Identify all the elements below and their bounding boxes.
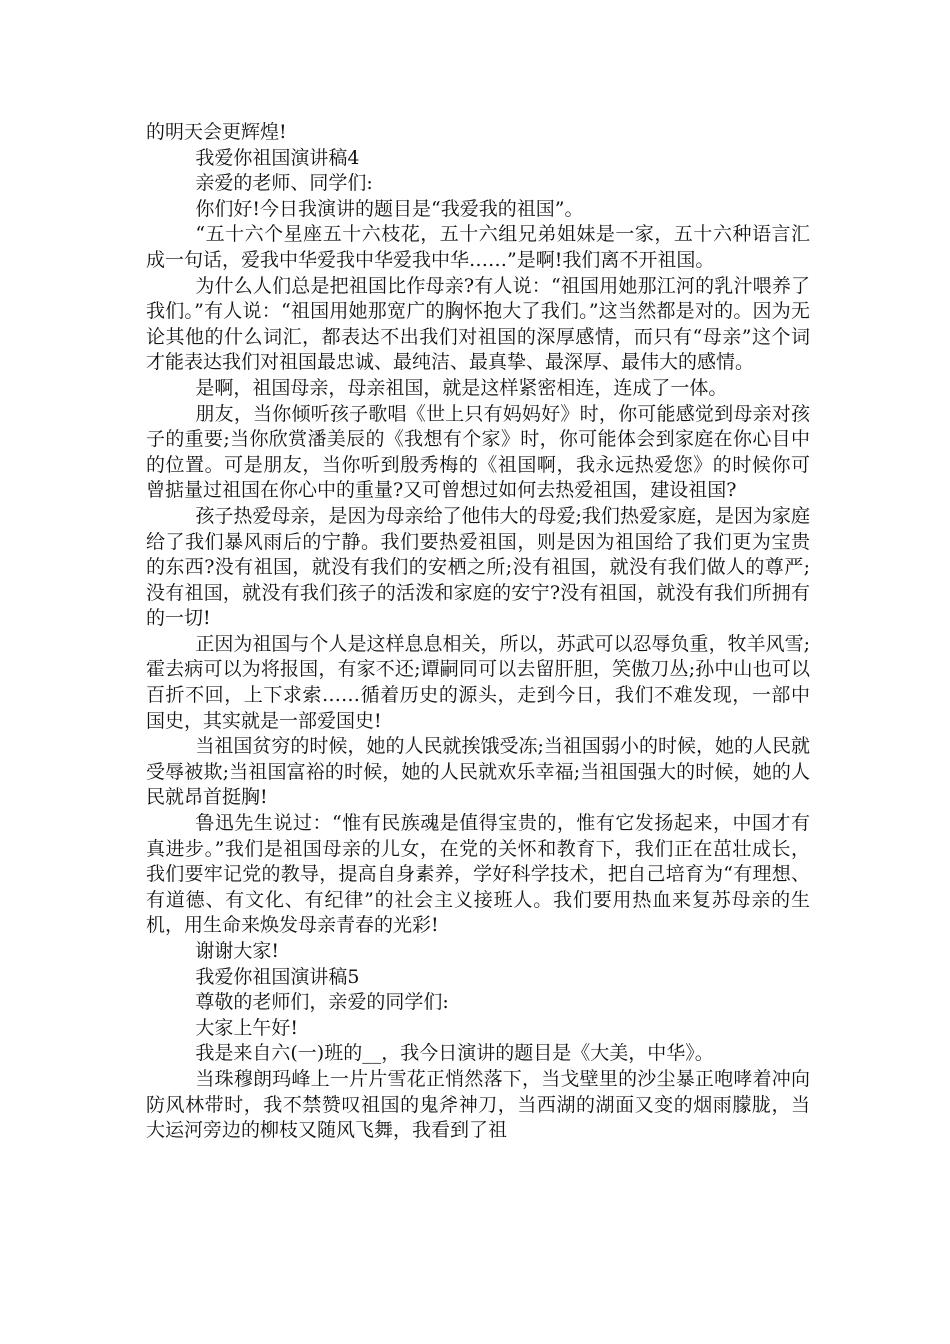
salutation: 亲爱的老师、同学们:: [195, 172, 373, 195]
paragraph: 鲁迅先生说过：“惟有民族魂是值得宝贵的，惟有它发扬起来，中国才有真进步。”我们是祖国母亲的儿女，在党的关怀和教育下，我们正在茁壮成长，我们要牢记党的教导，提高自身素养，学好科学技术，把自己培育为“有理想、有道德、有文化、有纪律”的社会主义接班人。我们要用热血来复苏母亲的生机，用生命来焕发母亲青春的光彩!: [146, 812, 810, 937]
greeting: 大家上午好!: [195, 1016, 299, 1039]
paragraph: 当祖国贫穷的时候，她的人民就挨饿受冻;当祖国弱小的时候，她的人民就受辱被欺;当祖国富裕的时候，她的人民就欢乐幸福;当祖国强大的时候，她的人民就昂首挺胸!: [146, 735, 810, 809]
paragraph: “五十六个星座五十六枝花，五十六组兄弟姐妹是一家，五十六种语言汇成一句话，爱我中华爱我中华爱我中华……”是啊!我们离不开祖国。: [146, 223, 810, 271]
paragraph: 为什么人们总是把祖国比作母亲?有人说：“祖国用她那江河的乳汁喂养了我们。”有人说：“祖国用她那宽广的胸怀抱大了我们。”这当然都是对的。因为无论其他的什么词汇，都表达不出我们对祖国的深厚感情，而只有“母亲”这个词才能表达我们对祖国最忠诚、最纯洁、最真挚、最深厚、最伟大的感情。: [146, 274, 810, 374]
paragraph: 孩子热爱母亲，是因为母亲给了他伟大的母爱;我们热爱家庭，是因为家庭给了我们暴风雨后的宁静。我们要热爱祖国，则是因为祖国给了我们更为宝贵的东西?没有祖国，就没有我们的安栖之所;没有祖国，就没有我们做人的尊严;没有祖国，就没有我们孩子的活泼和家庭的安宁?没有祖国，就没有我们所拥有的一切!: [146, 504, 810, 630]
paragraph: 是啊，祖国母亲，母亲祖国，就是这样紧密相连，连成了一体。: [195, 376, 728, 399]
paragraph: 朋友，当你倾听孩子歌唱《世上只有妈妈好》时，你可能感觉到母亲对孩子的重要;当你欣赏潘美辰的《我想有个家》时，你可能体会到家庭在你心目中的位置。可是朋友，当你听到殷秀梅的《祖国啊，我永远热爱您》的时候你可曾掂量过祖国在你心中的重量?又可曾想过如何去热爱祖国，建设祖国?: [146, 402, 810, 502]
paragraph: 的明天会更辉煌!: [146, 121, 287, 143]
salutation: 尊敬的老师们，亲爱的同学们:: [195, 991, 449, 1014]
paragraph: 正因为祖国与个人是这样息息相关，所以，苏武可以忍辱负重，牧羊风雪;霍去病可以为将报国，有家不还;谭嗣同可以去留肝胆，笑傲刀丛;孙中山也可以百折不回，上下求索……循着历史的源头，走到今日，我们不难发现，一部中国史，其实就是一部爱国史!: [146, 632, 810, 732]
closing-line: 谢谢大家!: [195, 940, 280, 962]
paragraph: 当珠穆朗玛峰上一片片雪花正悄然落下，当戈壁里的沙尘暴正咆哮着冲向防风林带时，我不禁赞叹祖国的鬼斧神刀，当西湖的湖面又变的烟雨朦胧，当大运河旁边的柳枝又随风飞舞，我看到了祖: [146, 1067, 810, 1142]
paragraph: 你们好!今日我演讲的题目是“我爱我的祖国”。: [195, 197, 584, 220]
paragraph: 我是来自六(一)班的__，我今日演讲的题目是《大美，中华》。: [195, 1042, 714, 1065]
section-heading: 我爱你祖国演讲稿4: [195, 146, 360, 169]
document-body: [146, 120, 810, 1144]
section-heading: 我爱你祖国演讲稿5: [195, 965, 360, 988]
